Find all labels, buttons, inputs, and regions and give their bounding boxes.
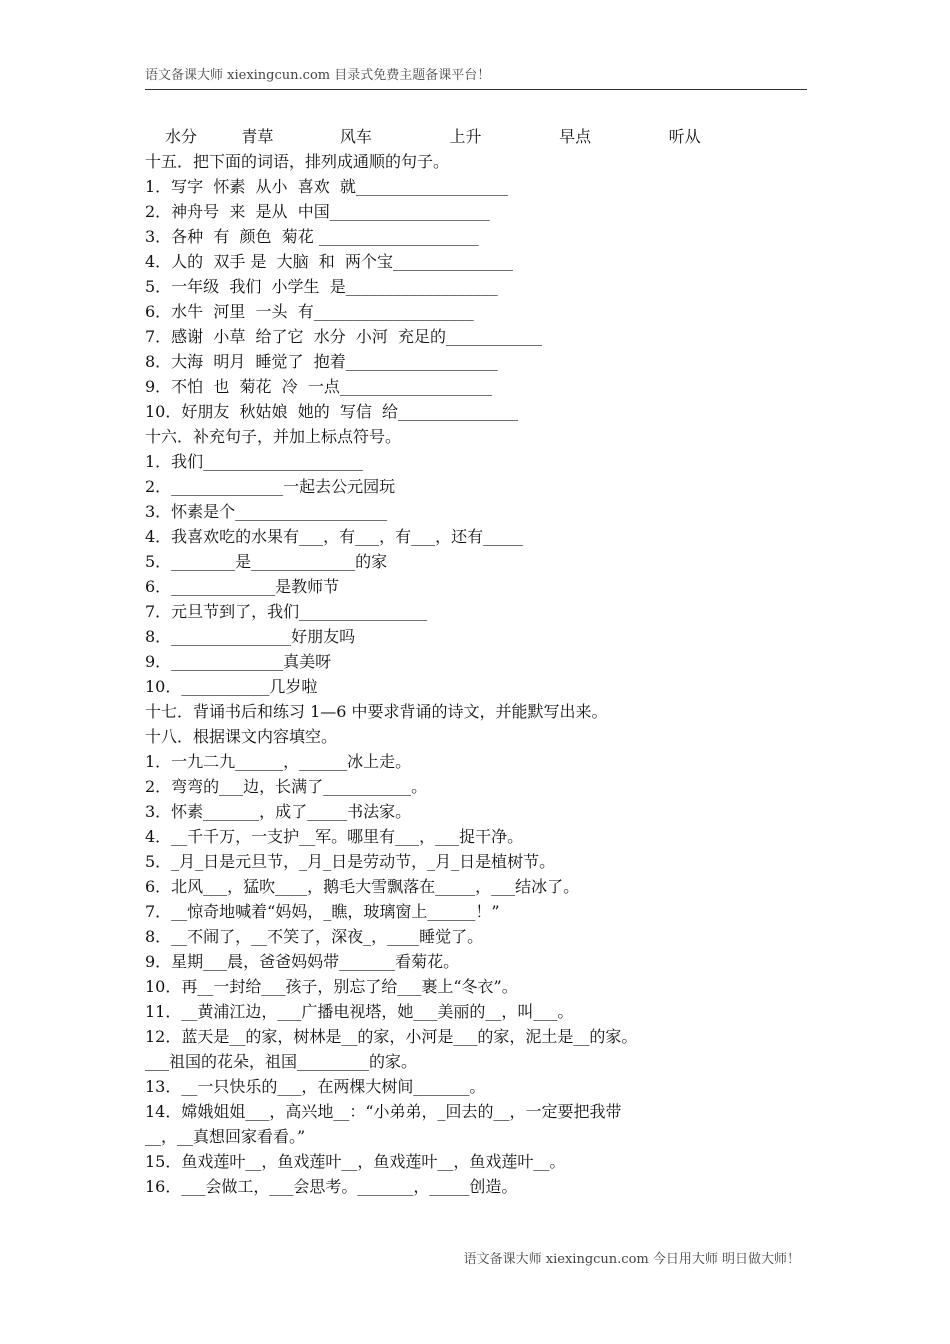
- exercise-line: 13．__一只快乐的___，在两棵大树间_______。: [145, 1077, 486, 1096]
- exercise-line: 7．感谢 小草 给了它 水分 小河 充足的____________: [145, 327, 543, 346]
- exercise-line: 9．______________真美呀: [145, 652, 332, 671]
- exercise-line: 12．蓝天是__的家，树林是__的家，小河是___的家，泥土是__的家。: [145, 1027, 638, 1046]
- exercise-line: 8．_______________好朋友吗: [145, 627, 356, 646]
- worksheet-content: [145, 124, 805, 1199]
- exercise-line: 8．大海 明月 睡觉了 抱着___________________: [145, 352, 498, 371]
- exercise-line: 8．__不闹了，__不笑了，深夜_，____睡觉了。: [145, 927, 484, 946]
- page-header: 语文备课大师 xiexingcun.com 目录式免费主题备课平台！: [145, 64, 807, 90]
- exercise-line: 2．______________一起去公元园玩: [145, 477, 396, 496]
- exercise-line: 6．水牛 河里 一头 有____________________: [145, 302, 474, 321]
- word-row: 水分 青草 风车 上升 早点 听从: [165, 127, 701, 146]
- exercise-line: 4．人的 双手 是 大脑 和 两个宝_______________: [145, 252, 513, 271]
- exercise-line: 9．不怕 也 菊花 冷 一点___________________: [145, 377, 492, 396]
- exercise-line: 6．_____________是教师节: [145, 577, 340, 596]
- exercise-line: 3．各种 有 颜色 菊花 ____________________: [145, 227, 479, 246]
- exercise-line: 十五．把下面的词语，排列成通顺的句子。: [145, 152, 450, 171]
- exercise-line: 6．北风___，猛吹____，鹅毛大雪飘落在_____，___结冰了。: [145, 877, 580, 896]
- exercise-line: 10．好朋友 秋姑娘 她的 写信 给_______________: [145, 402, 519, 421]
- exercise-line: 4．我喜欢吃的水果有___，有___，有___，还有_____: [145, 527, 524, 546]
- exercise-line: 2．神舟号 来 是从 中国____________________: [145, 202, 490, 221]
- page-footer: 语文备课大师 xiexingcun.com 今日用大师 明日做大师！: [463, 1252, 800, 1267]
- exercise-line: 3．怀素_______，成了_____书法家。: [145, 802, 412, 821]
- exercise-line: ___祖国的花朵，祖国_________的家。: [145, 1052, 418, 1071]
- exercise-line: 4．__千千万，一支护__军。哪里有___，___捉干净。: [145, 827, 524, 846]
- exercise-line: 14．嫦娥姐姐___，高兴地__：“小弟弟，_回去的__，一定要把我带: [145, 1102, 622, 1121]
- exercise-line: 15．鱼戏莲叶__，鱼戏莲叶__，鱼戏莲叶__，鱼戏莲叶__。: [145, 1152, 566, 1171]
- exercise-line: 5．_月_日是元旦节，_月_日是劳动节，_月_日是植树节。: [145, 852, 556, 871]
- exercise-line: 5．一年级 我们 小学生 是___________________: [145, 277, 498, 296]
- exercise-line: 1．一九二九______，______冰上走。: [145, 752, 412, 771]
- exercise-line: 11．__黄浦江边，___广播电视塔，她___美丽的__，叫___。: [145, 1002, 574, 1021]
- exercise-line: 1．我们____________________: [145, 452, 364, 471]
- exercise-line: 2．弯弯的___边，长满了___________。: [145, 777, 428, 796]
- exercise-line: 10．___________几岁啦: [145, 677, 318, 696]
- exercise-line: 7．__惊奇地喊着“妈妈，_瞧，玻璃窗上______！”: [145, 902, 500, 921]
- exercise-line: __，__真想回家看看。”: [145, 1127, 306, 1146]
- exercise-line: 9．星期___晨，爸爸妈妈带_______看菊花。: [145, 952, 460, 971]
- exercise-line: 5．________是_____________的家: [145, 552, 388, 571]
- exercise-line: 十八．根据课文内容填空。: [145, 727, 338, 746]
- exercise-line: 十七．背诵书后和练习 1—6 中要求背诵的诗文，并能默写出来。: [145, 702, 608, 721]
- exercise-lines: [145, 149, 805, 1199]
- exercise-line: 10．再__一封给___孩子，别忘了给___裹上“冬衣”。: [145, 977, 518, 996]
- exercise-line: 3．怀素是个___________________: [145, 502, 388, 521]
- exercise-line: 7．元旦节到了，我们________________: [145, 602, 428, 621]
- exercise-line: 1．写字 怀素 从小 喜欢 就___________________: [145, 177, 508, 196]
- exercise-line: 16．___会做工，___会思考。_______，_____创造。: [145, 1177, 518, 1196]
- exercise-line: 十六．补充句子，并加上标点符号。: [145, 427, 402, 446]
